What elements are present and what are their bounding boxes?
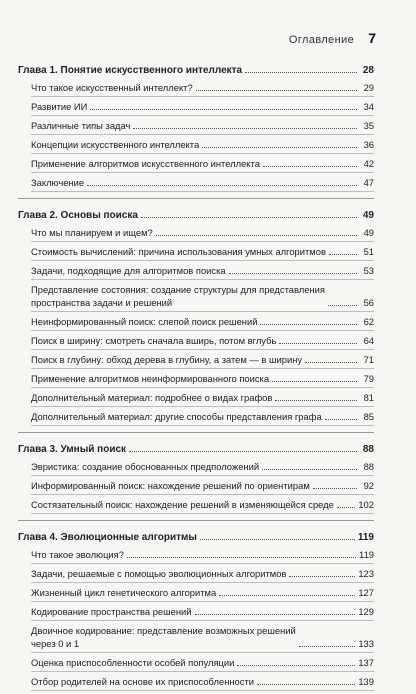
toc-entry[interactable] bbox=[31, 656, 374, 672]
entry-title bbox=[31, 315, 257, 328]
entry-title-line: Применение алгоритмов искусственного интеллекта bbox=[31, 158, 260, 169]
entry-title-line: Что такое искусственный интеллект? bbox=[31, 82, 193, 93]
entry-title bbox=[31, 81, 193, 94]
chapter-title: Глава 4. Эволюционные алгоритмы bbox=[18, 532, 197, 543]
entry-page-number: 119 bbox=[359, 549, 374, 560]
entry-title-line: Применение алгоритмов неинформированного поиска bbox=[31, 373, 270, 384]
toc-chapter bbox=[18, 209, 374, 426]
dot-leader bbox=[329, 254, 357, 255]
dot-leader bbox=[263, 166, 357, 167]
entry-page-number: 53 bbox=[363, 265, 374, 276]
chapter-page-number: 49 bbox=[362, 210, 374, 221]
entry-page-number: 139 bbox=[358, 676, 374, 687]
entry-title bbox=[31, 479, 310, 492]
toc-entry[interactable] bbox=[31, 334, 374, 350]
dot-leader bbox=[272, 381, 357, 382]
entry-page-number: 85 bbox=[363, 411, 374, 422]
chapter-divider bbox=[18, 432, 374, 433]
chapter-divider bbox=[18, 198, 374, 199]
entry-title bbox=[31, 138, 199, 151]
chapter-title: Глава 3. Умный поиск bbox=[18, 444, 127, 455]
dot-leader bbox=[262, 469, 357, 470]
chapter-page-number: 119 bbox=[357, 532, 374, 543]
page-number: 7 bbox=[368, 30, 376, 46]
entry-page-number: 56 bbox=[363, 297, 374, 308]
entry-title bbox=[31, 264, 226, 277]
entry-title bbox=[31, 157, 260, 170]
entry-title-line: Дополнительный материал: другие способы представления графа bbox=[31, 411, 322, 422]
entry-title bbox=[31, 586, 216, 599]
chapter-page-number: 88 bbox=[362, 444, 374, 455]
toc-entry[interactable] bbox=[31, 548, 374, 564]
entry-title-line: Дополнительный материал: подробнее о видах графов bbox=[31, 392, 273, 403]
toc-entry[interactable] bbox=[31, 100, 374, 116]
entry-page-number: 62 bbox=[363, 316, 374, 327]
toc-entry[interactable] bbox=[31, 624, 374, 653]
toc-chapter bbox=[18, 531, 374, 691]
dot-leader bbox=[196, 90, 357, 91]
entry-title bbox=[31, 624, 296, 650]
toc-entry[interactable] bbox=[31, 226, 374, 242]
entry-title-line: Эвристика: создание обоснованных предположений bbox=[31, 461, 260, 472]
entry-page-number: 129 bbox=[358, 606, 374, 617]
entry-title-line: Стоимость вычислений: причина использования умных алгоритмов bbox=[31, 246, 326, 257]
dot-leader bbox=[202, 147, 357, 148]
dot-leader bbox=[275, 400, 357, 401]
dot-leader bbox=[325, 419, 357, 420]
toc-entry[interactable] bbox=[31, 138, 374, 154]
dot-leader bbox=[260, 324, 357, 325]
entry-page-number: 137 bbox=[358, 657, 374, 668]
dot-leader bbox=[313, 488, 357, 489]
entry-page-number: 127 bbox=[358, 587, 374, 598]
dot-leader bbox=[87, 185, 357, 186]
toc-entry[interactable] bbox=[31, 245, 374, 261]
toc-entry[interactable] bbox=[31, 315, 374, 331]
entry-title-line: Что мы планируем и ищем? bbox=[31, 227, 153, 238]
chapter-title: Глава 1. Понятие искусственного интеллекта bbox=[18, 65, 243, 76]
chapter-title: Глава 2. Основы поиска bbox=[18, 210, 138, 221]
entry-page-number: 36 bbox=[363, 139, 374, 150]
toc-entry[interactable] bbox=[31, 264, 374, 280]
toc-entry[interactable] bbox=[31, 460, 374, 476]
entry-page-number: 71 bbox=[363, 354, 374, 365]
entry-title bbox=[31, 372, 269, 385]
entry-title-line: Концепции искусственного интеллекта bbox=[31, 139, 200, 150]
chapter-heading[interactable] bbox=[18, 443, 374, 458]
entry-title-line: Двоичное кодирование: представление возможных решений bbox=[31, 625, 296, 636]
toc-entry[interactable] bbox=[31, 586, 374, 602]
toc-entry[interactable] bbox=[31, 283, 374, 312]
entry-page-number: 81 bbox=[363, 392, 374, 403]
entry-title-line: Различные типы задач bbox=[31, 120, 131, 131]
entry-title bbox=[31, 410, 322, 423]
dot-leader bbox=[289, 576, 355, 577]
entry-title bbox=[31, 656, 234, 669]
entry-title bbox=[31, 460, 259, 473]
entry-page-number: 47 bbox=[363, 177, 374, 188]
entry-title-line: Что такое эволюция? bbox=[31, 549, 124, 560]
entry-title bbox=[31, 100, 87, 113]
toc-entry[interactable] bbox=[31, 675, 374, 691]
toc-entry[interactable] bbox=[31, 157, 374, 173]
dot-leader bbox=[245, 72, 357, 73]
chapter-heading[interactable] bbox=[18, 531, 374, 546]
entry-title-line: Отбор родителей на основе их приспособленности bbox=[31, 676, 254, 687]
toc-entry[interactable] bbox=[31, 567, 374, 583]
entry-title-line: Задачи, решаемые с помощью эволюционных алгоритмов bbox=[31, 568, 287, 579]
entry-page-number: 49 bbox=[363, 227, 374, 238]
toc-entry[interactable] bbox=[31, 176, 374, 192]
toc-entry[interactable] bbox=[31, 372, 374, 388]
running-header-title: Оглавление bbox=[288, 34, 355, 46]
entry-page-number: 51 bbox=[363, 246, 374, 257]
entry-title-line: Развитие ИИ bbox=[31, 101, 88, 112]
dot-leader bbox=[257, 684, 355, 685]
entry-page-number: 92 bbox=[363, 480, 374, 491]
toc-entry[interactable] bbox=[31, 353, 374, 369]
entry-title-line: Заключение bbox=[31, 177, 85, 188]
dot-leader bbox=[328, 305, 357, 306]
entry-title-line: Неинформированный поиск: слепой поиск решений bbox=[31, 316, 258, 327]
toc-chapter bbox=[18, 64, 374, 192]
dot-leader bbox=[200, 539, 355, 540]
entry-title-line: Поиск в глубину: обход дерева в глубину, а затем — в ширину bbox=[31, 354, 303, 365]
toc-entry[interactable] bbox=[31, 479, 374, 495]
entry-title bbox=[31, 498, 334, 511]
entry-page-number: 123 bbox=[358, 568, 374, 579]
dot-leader bbox=[219, 595, 355, 596]
entry-title-line: Информированный поиск: нахождение решений по ориентирам bbox=[31, 480, 310, 491]
entry-title bbox=[31, 176, 84, 189]
dot-leader bbox=[141, 217, 357, 218]
toc-chapter bbox=[18, 443, 374, 514]
entry-page-number: 29 bbox=[363, 82, 374, 93]
dot-leader bbox=[237, 665, 355, 666]
entry-title bbox=[31, 245, 326, 258]
entry-title bbox=[31, 119, 130, 132]
chapter-divider bbox=[18, 520, 374, 521]
entry-title-line: Состязательный поиск: нахождение решений в изменяющейся среде bbox=[31, 499, 334, 510]
entry-title-line: Представление состояния: создание структуры для представления bbox=[31, 284, 325, 295]
dot-leader bbox=[305, 362, 357, 363]
entry-page-number: 34 bbox=[363, 101, 374, 112]
dot-leader bbox=[156, 235, 357, 236]
entry-title bbox=[31, 567, 286, 580]
chapter-heading[interactable] bbox=[18, 64, 374, 79]
dot-leader bbox=[279, 343, 357, 344]
entry-page-number: 88 bbox=[363, 461, 374, 472]
dot-leader bbox=[127, 557, 356, 558]
running-header bbox=[0, 30, 376, 46]
toc-entry[interactable] bbox=[31, 391, 374, 407]
dot-leader bbox=[133, 128, 357, 129]
entry-title-line: Поиск в ширину: смотреть сначала вширь, потом вглубь bbox=[31, 335, 277, 346]
entry-page-number: 79 bbox=[363, 373, 374, 384]
chapter-page-number: 28 bbox=[362, 65, 374, 76]
entry-title bbox=[31, 334, 276, 347]
toc-entry[interactable] bbox=[31, 498, 374, 514]
entry-title bbox=[31, 391, 272, 404]
chapter-heading[interactable] bbox=[18, 209, 374, 224]
dot-leader bbox=[129, 451, 357, 452]
entry-title bbox=[31, 226, 153, 239]
entry-title bbox=[31, 283, 325, 309]
entry-page-number: 64 bbox=[363, 335, 374, 346]
dot-leader bbox=[229, 273, 357, 274]
dot-leader bbox=[299, 646, 356, 647]
entry-page-number: 42 bbox=[363, 158, 374, 169]
toc-entry[interactable] bbox=[31, 119, 374, 135]
entry-title bbox=[31, 353, 302, 366]
toc-entry[interactable] bbox=[31, 410, 374, 426]
dot-leader bbox=[195, 614, 356, 615]
entry-page-number: 133 bbox=[358, 638, 374, 649]
entry-title-line: Кодирование пространства решений bbox=[31, 606, 192, 617]
dot-leader bbox=[90, 109, 357, 110]
entry-title-line: через 0 и 1 bbox=[31, 638, 80, 649]
toc-entry[interactable] bbox=[31, 81, 374, 97]
entry-title-line: Оценка приспособленности особей популяции bbox=[31, 657, 235, 668]
dot-leader bbox=[337, 507, 355, 508]
entry-title bbox=[31, 548, 124, 561]
entry-page-number: 35 bbox=[363, 120, 374, 131]
entry-title bbox=[31, 605, 192, 618]
entry-title bbox=[31, 675, 254, 688]
table-of-contents bbox=[18, 64, 374, 694]
entry-title-line: пространства задачи и решений bbox=[31, 297, 173, 308]
toc-entry[interactable] bbox=[31, 605, 374, 621]
entry-title-line: Жизненный цикл генетического алгоритма bbox=[31, 587, 217, 598]
entry-title-line: Задачи, подходящие для алгоритмов поиска bbox=[31, 265, 226, 276]
entry-page-number: 102 bbox=[358, 499, 374, 510]
